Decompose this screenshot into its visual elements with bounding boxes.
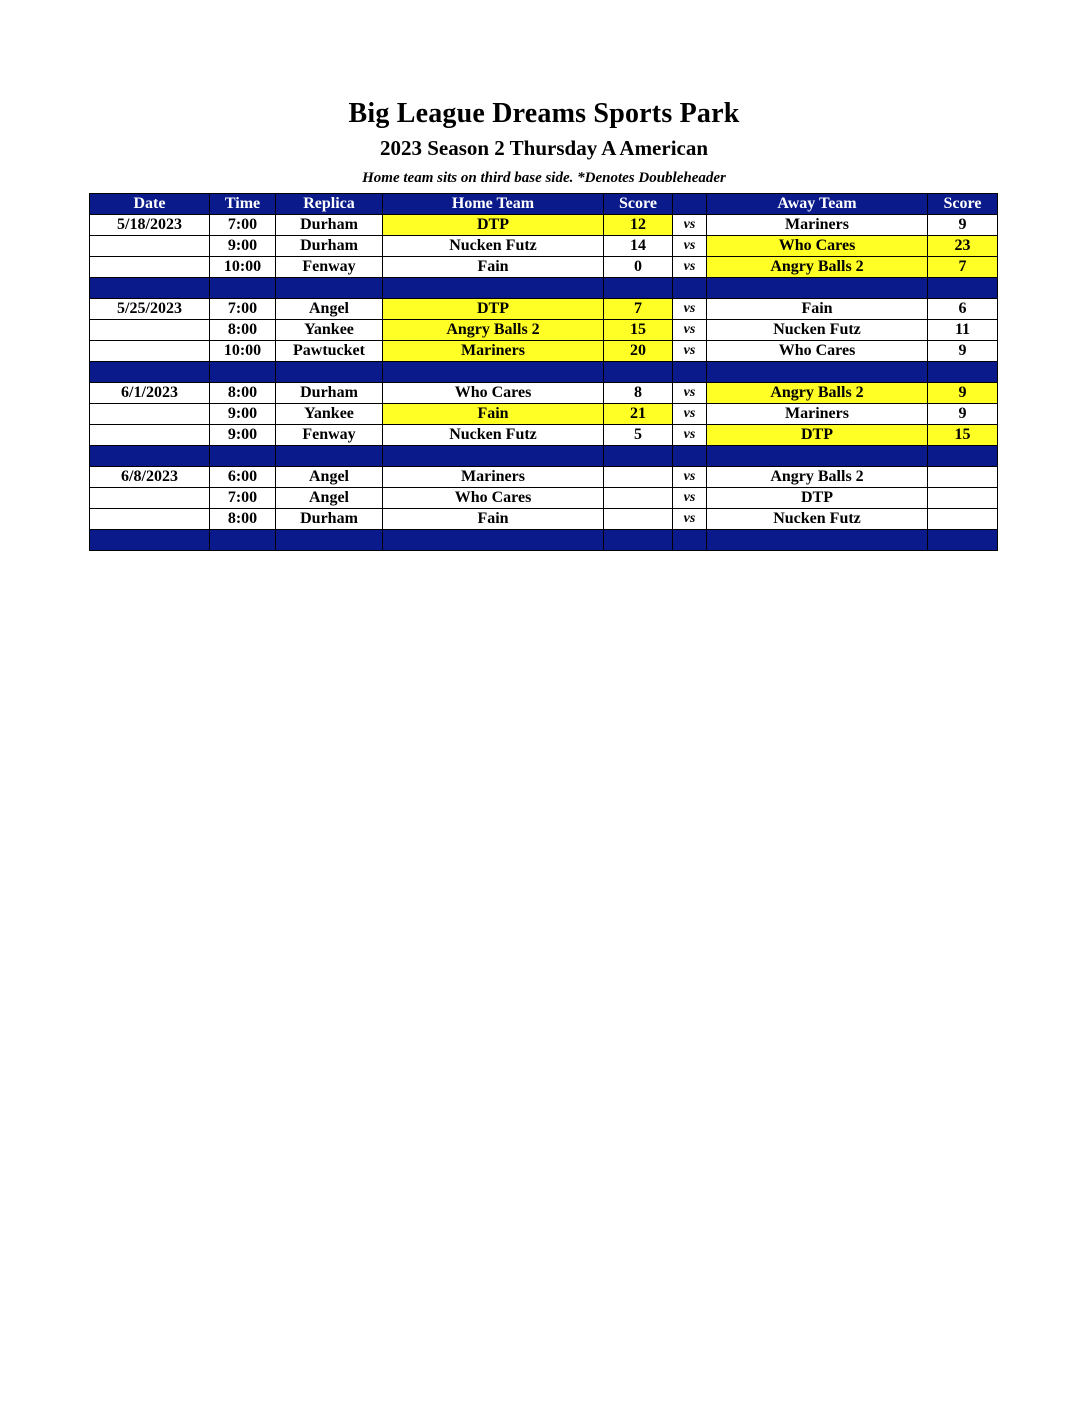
time-cell: 8:00 <box>210 383 276 404</box>
away-team-cell: Fain <box>707 299 928 320</box>
vs-cell: vs <box>673 509 707 530</box>
separator-cell <box>383 362 604 383</box>
date-cell <box>90 404 210 425</box>
away-team-cell: Mariners <box>707 404 928 425</box>
home-team-cell: Mariners <box>383 341 604 362</box>
vs-cell: vs <box>673 257 707 278</box>
schedule-note: Home team sits on third base side. *Denotes Doubleheader <box>362 170 726 186</box>
away-score-cell <box>928 488 998 509</box>
home-team-cell: Who Cares <box>383 488 604 509</box>
replica-cell: Angel <box>276 467 383 488</box>
home-team-cell: Fain <box>383 404 604 425</box>
separator-cell <box>383 446 604 467</box>
home-score-cell: 20 <box>604 341 673 362</box>
game-row <box>90 383 998 404</box>
replica-cell: Fenway <box>276 257 383 278</box>
time-cell: 10:00 <box>210 257 276 278</box>
col-header-vs <box>673 194 707 215</box>
replica-cell: Yankee <box>276 404 383 425</box>
game-row <box>90 299 998 320</box>
home-score-cell: 5 <box>604 425 673 446</box>
date-cell: 6/1/2023 <box>90 383 210 404</box>
vs-cell: vs <box>673 341 707 362</box>
schedule-body <box>90 215 998 551</box>
home-score-cell: 12 <box>604 215 673 236</box>
time-cell: 9:00 <box>210 236 276 257</box>
home-team-cell: Nucken Futz <box>383 425 604 446</box>
separator-cell <box>276 446 383 467</box>
separator-cell <box>673 530 707 551</box>
separator-cell <box>673 278 707 299</box>
home-team-cell: Fain <box>383 509 604 530</box>
separator-cell <box>210 530 276 551</box>
away-team-cell: Who Cares <box>707 236 928 257</box>
date-cell <box>90 257 210 278</box>
time-cell: 7:00 <box>210 215 276 236</box>
col-header-replica: Replica <box>276 194 383 215</box>
date-cell: 6/8/2023 <box>90 467 210 488</box>
col-header-date: Date <box>90 194 210 215</box>
away-team-cell: Angry Balls 2 <box>707 383 928 404</box>
game-row <box>90 215 998 236</box>
page-title: Big League Dreams Sports Park <box>348 98 740 129</box>
game-row <box>90 509 998 530</box>
col-header-away-team: Away Team <box>707 194 928 215</box>
time-cell: 6:00 <box>210 467 276 488</box>
date-cell <box>90 236 210 257</box>
away-team-cell: Angry Balls 2 <box>707 257 928 278</box>
separator-cell <box>707 530 928 551</box>
week-separator-row <box>90 530 998 551</box>
date-cell <box>90 425 210 446</box>
date-cell <box>90 488 210 509</box>
time-cell: 10:00 <box>210 341 276 362</box>
home-score-cell <box>604 467 673 488</box>
week-separator-row <box>90 362 998 383</box>
away-score-cell: 9 <box>928 383 998 404</box>
replica-cell: Pawtucket <box>276 341 383 362</box>
away-team-cell: Who Cares <box>707 341 928 362</box>
away-score-cell: 9 <box>928 404 998 425</box>
page-subtitle: 2023 Season 2 Thursday A American <box>379 136 709 160</box>
away-score-cell: 9 <box>928 341 998 362</box>
separator-cell <box>276 278 383 299</box>
separator-cell <box>604 446 673 467</box>
time-cell: 7:00 <box>210 299 276 320</box>
away-score-cell: 6 <box>928 299 998 320</box>
home-team-cell: DTP <box>383 215 604 236</box>
home-team-cell: Nucken Futz <box>383 236 604 257</box>
schedule-table <box>89 193 998 551</box>
separator-cell <box>604 278 673 299</box>
home-team-cell: Fain <box>383 257 604 278</box>
time-cell: 7:00 <box>210 488 276 509</box>
away-score-cell <box>928 467 998 488</box>
vs-cell: vs <box>673 488 707 509</box>
week-separator-row <box>90 278 998 299</box>
col-header-home-team: Home Team <box>383 194 604 215</box>
separator-cell <box>673 362 707 383</box>
home-score-cell <box>604 488 673 509</box>
away-team-cell: DTP <box>707 425 928 446</box>
game-row <box>90 488 998 509</box>
home-score-cell: 7 <box>604 299 673 320</box>
date-cell <box>90 509 210 530</box>
home-team-cell: Who Cares <box>383 383 604 404</box>
away-team-cell: Mariners <box>707 215 928 236</box>
game-row <box>90 425 998 446</box>
date-cell <box>90 341 210 362</box>
replica-cell: Fenway <box>276 425 383 446</box>
away-score-cell: 11 <box>928 320 998 341</box>
date-cell <box>90 320 210 341</box>
vs-cell: vs <box>673 383 707 404</box>
separator-cell <box>604 362 673 383</box>
vs-cell: vs <box>673 320 707 341</box>
away-score-cell: 7 <box>928 257 998 278</box>
game-row <box>90 320 998 341</box>
separator-cell <box>707 278 928 299</box>
game-row <box>90 341 998 362</box>
replica-cell: Durham <box>276 383 383 404</box>
separator-cell <box>276 362 383 383</box>
separator-cell <box>928 530 998 551</box>
game-row <box>90 236 998 257</box>
home-score-cell: 0 <box>604 257 673 278</box>
separator-cell <box>90 362 210 383</box>
separator-cell <box>673 446 707 467</box>
separator-cell <box>928 278 998 299</box>
separator-cell <box>707 362 928 383</box>
home-team-cell: Angry Balls 2 <box>383 320 604 341</box>
col-header-time: Time <box>210 194 276 215</box>
game-row <box>90 257 998 278</box>
separator-cell <box>604 530 673 551</box>
home-score-cell: 8 <box>604 383 673 404</box>
separator-cell <box>90 530 210 551</box>
separator-cell <box>928 446 998 467</box>
separator-cell <box>210 278 276 299</box>
replica-cell: Angel <box>276 299 383 320</box>
home-score-cell: 14 <box>604 236 673 257</box>
vs-cell: vs <box>673 215 707 236</box>
vs-cell: vs <box>673 425 707 446</box>
date-cell: 5/25/2023 <box>90 299 210 320</box>
replica-cell: Durham <box>276 236 383 257</box>
home-score-cell: 15 <box>604 320 673 341</box>
separator-cell <box>383 278 604 299</box>
vs-cell: vs <box>673 236 707 257</box>
away-score-cell: 23 <box>928 236 998 257</box>
away-score-cell: 9 <box>928 215 998 236</box>
time-cell: 9:00 <box>210 425 276 446</box>
week-separator-row <box>90 446 998 467</box>
replica-cell: Durham <box>276 215 383 236</box>
away-team-cell: DTP <box>707 488 928 509</box>
game-row <box>90 467 998 488</box>
time-cell: 9:00 <box>210 404 276 425</box>
away-score-cell: 15 <box>928 425 998 446</box>
game-row <box>90 404 998 425</box>
header-row <box>90 194 998 215</box>
separator-cell <box>383 530 604 551</box>
home-score-cell: 21 <box>604 404 673 425</box>
away-team-cell: Angry Balls 2 <box>707 467 928 488</box>
time-cell: 8:00 <box>210 320 276 341</box>
away-team-cell: Nucken Futz <box>707 320 928 341</box>
separator-cell <box>90 278 210 299</box>
separator-cell <box>928 362 998 383</box>
home-team-cell: Mariners <box>383 467 604 488</box>
separator-cell <box>276 530 383 551</box>
separator-cell <box>90 446 210 467</box>
replica-cell: Angel <box>276 488 383 509</box>
separator-cell <box>210 362 276 383</box>
col-header-away-score: Score <box>928 194 998 215</box>
replica-cell: Durham <box>276 509 383 530</box>
time-cell: 8:00 <box>210 509 276 530</box>
home-score-cell <box>604 509 673 530</box>
separator-cell <box>210 446 276 467</box>
col-header-home-score: Score <box>604 194 673 215</box>
vs-cell: vs <box>673 299 707 320</box>
away-team-cell: Nucken Futz <box>707 509 928 530</box>
away-score-cell <box>928 509 998 530</box>
separator-cell <box>707 446 928 467</box>
vs-cell: vs <box>673 404 707 425</box>
date-cell: 5/18/2023 <box>90 215 210 236</box>
vs-cell: vs <box>673 467 707 488</box>
home-team-cell: DTP <box>383 299 604 320</box>
replica-cell: Yankee <box>276 320 383 341</box>
